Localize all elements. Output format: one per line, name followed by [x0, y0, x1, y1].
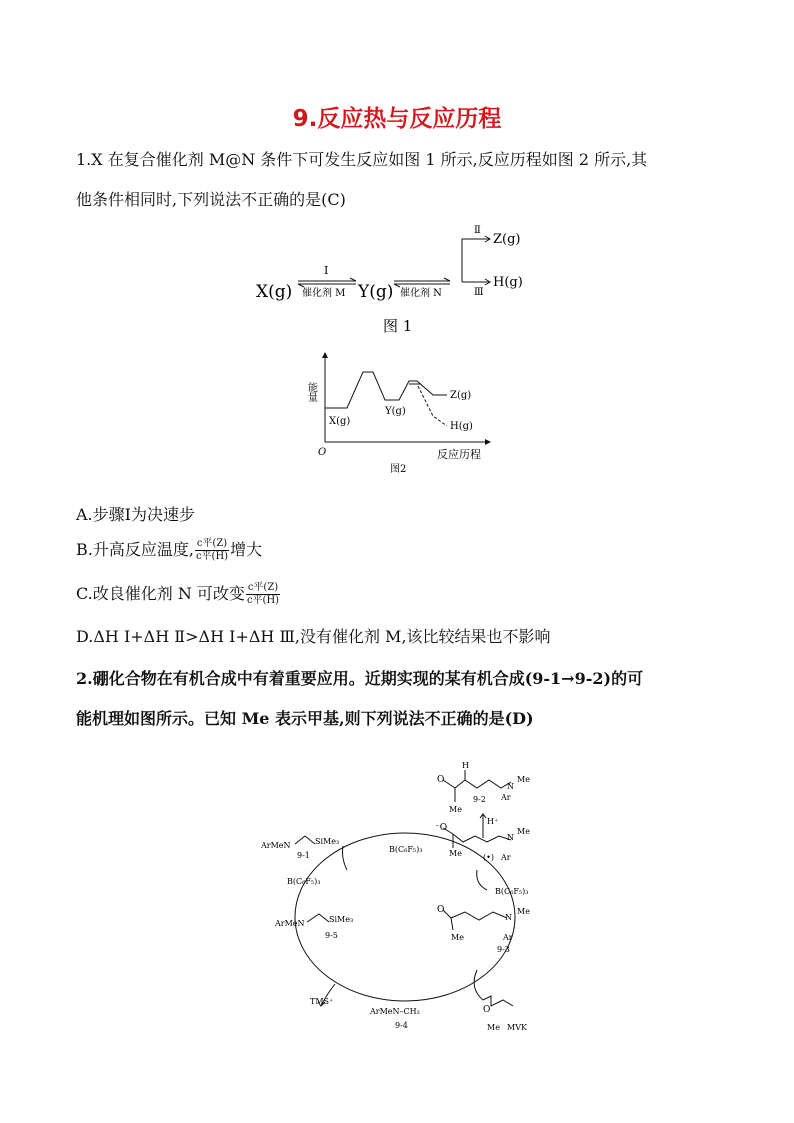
fig2-caption: 图2 [390, 464, 407, 475]
fig1-caption: 图 1 [383, 317, 413, 335]
mvk-me: Me [487, 1023, 500, 1032]
c92-chain [455, 780, 511, 788]
borane-left-arrow [343, 846, 348, 870]
frac-denominator: c平(H) [246, 595, 280, 606]
c95-label: 9-5 [325, 931, 338, 940]
enolate-n: N [507, 833, 514, 842]
enolate-o: ⁻O [435, 823, 448, 833]
option-c-fraction [246, 582, 280, 607]
fig2-path-z [325, 372, 447, 408]
mvk-label: MVK [507, 1023, 527, 1032]
c93-ar: Ar [503, 933, 513, 942]
borane-radical-left: B(C₆F₅)₃ [287, 877, 321, 886]
c95-bond [307, 914, 329, 922]
fig1-z: Z(g) [493, 232, 521, 247]
q1-option-b [76, 538, 262, 563]
enolate-chain [453, 834, 511, 842]
c91-bond [295, 836, 315, 844]
c92-h: H [462, 761, 469, 770]
q1-stem-line1: 1.X 在复合催化剂 M@N 条件下可发生反应如图 1 所示,反应历程如图 2 所示,其 [76, 150, 648, 169]
frac-numerator: c平(Z) [247, 582, 279, 593]
fig1-y: Y(g) [358, 282, 394, 302]
c91-label: 9-1 [297, 851, 310, 860]
fig2-y: Y(g) [385, 406, 406, 417]
c91-tms: SiMe₃ [315, 837, 340, 846]
c93-label: 9-3 [497, 945, 510, 954]
q1-stem-line2: 他条件相同时,下列说法不正确的是(C) [76, 190, 346, 209]
enolate-ar: Ar [501, 853, 511, 862]
figure-2-energy-profile [305, 348, 495, 476]
option-b-prefix: B.升高反应温度, [76, 540, 194, 559]
page-title: 9.反应热与反应历程 [292, 106, 502, 132]
h-plus-label: H⁺ [487, 817, 499, 826]
catalytic-cycle-scheme [255, 752, 555, 1037]
fig1-branch-up [462, 239, 490, 282]
c92-me: Me [449, 805, 462, 814]
fig2-h: H(g) [450, 421, 473, 432]
borane-catalyst: B(C₆F₅)₃ [389, 845, 423, 854]
mvk-o: O [483, 1005, 491, 1015]
c91-text: ArMeN [261, 841, 291, 850]
fig2-xlabel: 反应历程 [437, 448, 481, 461]
c94-label: 9-4 [395, 1021, 408, 1030]
c95-tms: SiMe₃ [329, 915, 354, 924]
option-c-prefix: C.改良催化剂 N 可改变 [76, 584, 245, 603]
c92-nme: Me [517, 775, 530, 784]
fig1-step3: Ⅲ [474, 287, 484, 298]
fig2-y-arrow [322, 352, 328, 358]
enolate-nme: Me [517, 827, 530, 836]
option-b-suffix: 增大 [230, 540, 263, 559]
borane-right-arrow [477, 870, 487, 890]
frac-numerator: c平(Z) [196, 538, 228, 549]
fig1-step1: Ⅰ [324, 264, 329, 277]
c93-o: O [437, 905, 445, 915]
fig2-x-arrow [485, 439, 491, 445]
fig2-z: Z(g) [450, 390, 472, 401]
frac-denominator: c平(H) [195, 551, 229, 562]
c92-ar: Ar [501, 793, 511, 802]
fig1-cat-n: 催化剂 N [400, 288, 442, 299]
borane-radical-right: B(C₆F₅)₃ [495, 887, 529, 896]
c92-o: O [437, 775, 445, 785]
enolate-me: Me [449, 849, 462, 858]
q1-option-d: D.ΔH Ⅰ+ΔH Ⅱ>ΔH Ⅰ+ΔH Ⅲ,没有催化剂 M,该比较结果也不影响 [76, 627, 551, 646]
q2-stem-line2: 能机理如图所示。已知 Me 表示甲基,则下列说法不正确的是(D) [76, 709, 534, 728]
c93-nme: Me [517, 907, 530, 916]
fig1-h: H(g) [493, 275, 523, 290]
c93-me: Me [451, 933, 464, 942]
figure-1-scheme [250, 225, 540, 345]
tms-cation: TMS⁺ [310, 997, 334, 1006]
fig1-x: X(g) [256, 282, 293, 302]
q1-option-a: A.步骤Ⅰ为决速步 [76, 505, 195, 524]
c92-label: 9-2 [473, 795, 486, 804]
c93-n: N [505, 913, 512, 922]
enolate-star: (•) [483, 853, 494, 862]
q2-stem-line1: 2.硼化合物在有机合成中有着重要应用。近期实现的某有机合成(9-1→9-2)的可 [76, 669, 644, 688]
c94-text: ArMeN–CH₂ [370, 1007, 420, 1016]
c95-text: ArMeN [275, 919, 305, 928]
fig2-path-h [418, 386, 447, 426]
cycle-circle [295, 833, 515, 1001]
fig2-x: X(g) [329, 416, 351, 427]
fig1-step2: Ⅱ [474, 225, 481, 236]
fig1-cat-m: 催化剂 M [302, 288, 346, 299]
option-b-fraction [195, 538, 229, 563]
mvk-arrow [474, 970, 483, 1000]
c92-co [443, 780, 455, 788]
q1-option-c [76, 582, 281, 607]
fig2-ylabel: 能量 [305, 382, 317, 402]
c92-n: N [507, 782, 514, 791]
c93-chain [451, 912, 507, 920]
c93-me-bond [451, 918, 453, 930]
fig2-origin: O [318, 447, 327, 458]
